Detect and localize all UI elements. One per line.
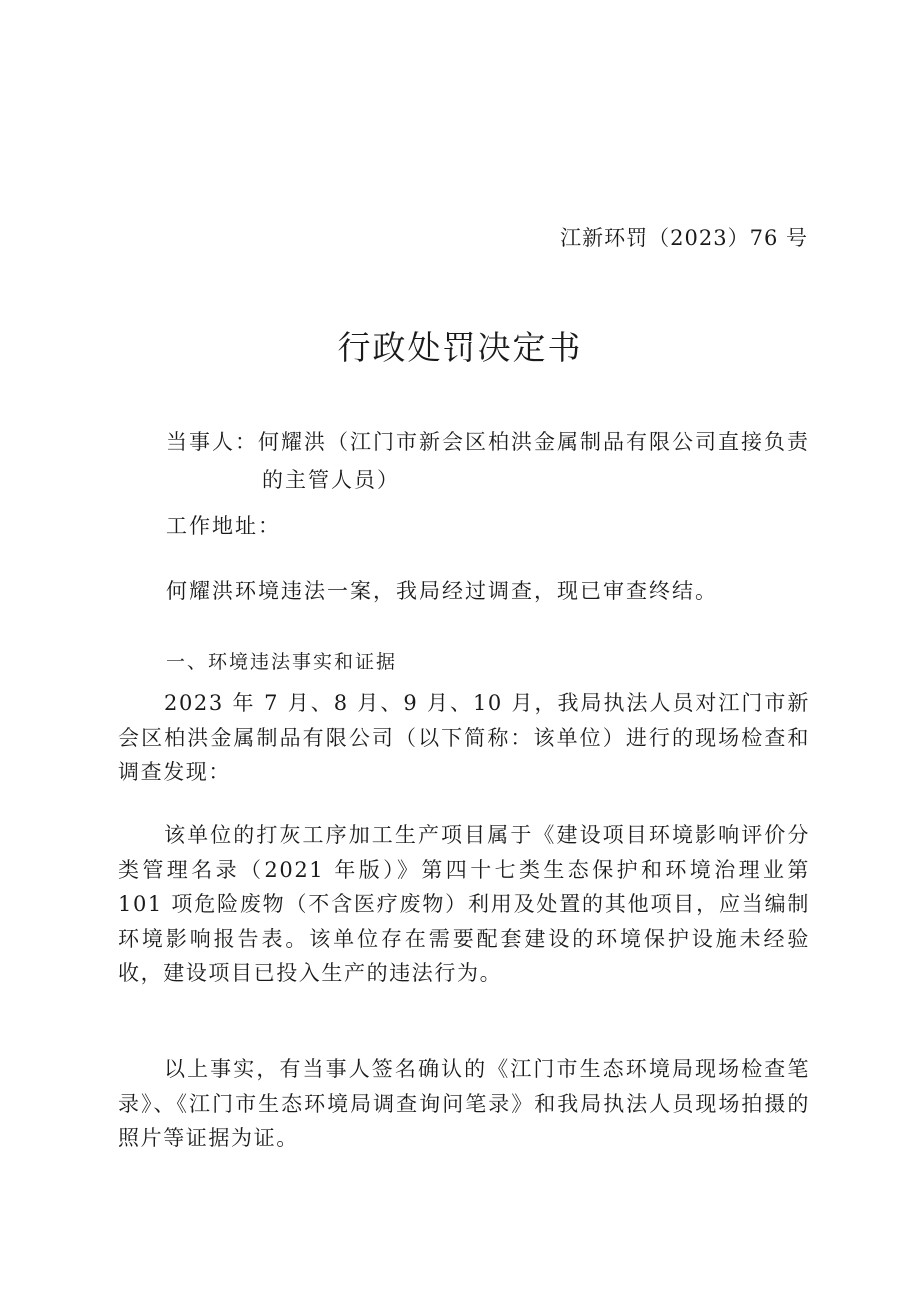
party-block: [166, 423, 812, 499]
section-heading: 一、环境违法事实和证据: [166, 651, 398, 673]
paragraph-investigation: 2023 年 7 月、8 月、9 月、10 月，我局执法人员对江门市新会区柏洪金属制品有限公司（以下简称：该单位）进行的现场检查和调查发现：: [118, 691, 810, 784]
paragraph-evidence: 以上事实，有当事人签名确认的《江门市生态环境局现场检查笔录》、《江门市生态环境局调查询问笔录》和我局执法人员现场拍摄的照片等证据为证。: [118, 1057, 810, 1150]
party-line-2: 的主管人员）: [262, 468, 400, 492]
document-number: 江新环罚（2023）76 号: [560, 226, 808, 250]
document-title: 行政处罚决定书: [337, 328, 583, 367]
work-address: 工作地址：: [166, 514, 281, 538]
case-summary: 何耀洪环境违法一案，我局经过调查，现已审查终结。: [166, 579, 718, 603]
paragraph-violation: 该单位的打灰工序加工生产项目属于《建设项目环境影响评价分类管理名录（2021 年版）》第四十七类生态保护和环境治理业第 101 项危险废物（不含医疗废物）利用及处置的其他项目，应当编制环境影响报告表。该单位存在需要配套建设的环境保护设施未经验收，建设项目已投入生产的违法行为。: [118, 823, 810, 985]
party-line-1: 当事人：何耀洪（江门市新会区柏洪金属制品有限公司直接负责: [166, 430, 810, 454]
